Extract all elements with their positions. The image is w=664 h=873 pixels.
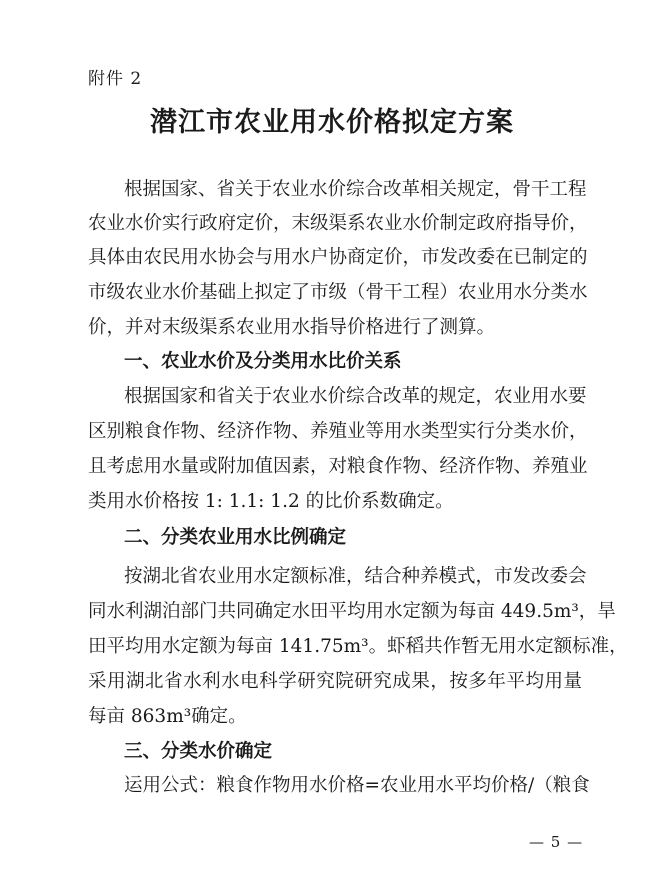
section-heading: 一、农业水价及分类用水比价关系 [124,351,402,372]
paragraph-line: 具体由农民用水协会与用水户协商定价，市发改委在已制定的 [88,247,588,268]
paragraph-line: 市级农业水价基础上拟定了市级（骨干工程）农业用水分类水 [88,282,588,303]
paragraph-line: 农业水价实行政府定价，末级渠系农业水价制定政府指导价， [88,213,588,234]
paragraph-line: 且考虑用水量或附加值因素，对粮食作物、经济作物、养殖业 [88,456,588,477]
paragraph-line: 运用公式：粮食作物用水价格=农业用水平均价格/（粮食 [124,775,590,796]
paragraph-line: 价，并对末级渠系农业用水指导价格进行了测算。 [88,317,496,338]
paragraph-line: 田平均用水定额为每亩 141.75m³。虾稻共作暂无用水定额标准， [88,636,628,657]
section-heading: 二、分类农业用水比例确定 [124,527,347,548]
section-heading: 三、分类水价确定 [124,741,273,762]
paragraph-line: 根据国家、省关于农业水价综合改革相关规定，骨干工程 [124,179,587,200]
paragraph-line: 每亩 863m³确定。 [88,706,247,727]
paragraph-line: 根据国家和省关于农业水价综合改革的规定，农业用水要 [124,386,587,407]
document-title: 潜江市农业用水价格拟定方案 [150,107,514,138]
attachment-label: 附件 2 [88,69,143,89]
paragraph-line: 类用水价格按 1: 1.1: 1.2 的比价系数确定。 [88,491,454,512]
page-number: — 5 — [529,833,584,851]
paragraph-line: 采用湖北省水利水电科学研究院研究成果，按多年平均用量 [88,671,582,692]
paragraph-line: 区别粮食作物、经济作物、养殖业等用水类型实行分类水价， [88,421,588,442]
paragraph-line: 按湖北省农业用水定额标准，结合种养模式，市发改委会 [124,566,587,587]
paragraph-line: 同水利湖泊部门共同确定水田平均用水定额为每亩 449.5m³，旱 [88,601,616,622]
